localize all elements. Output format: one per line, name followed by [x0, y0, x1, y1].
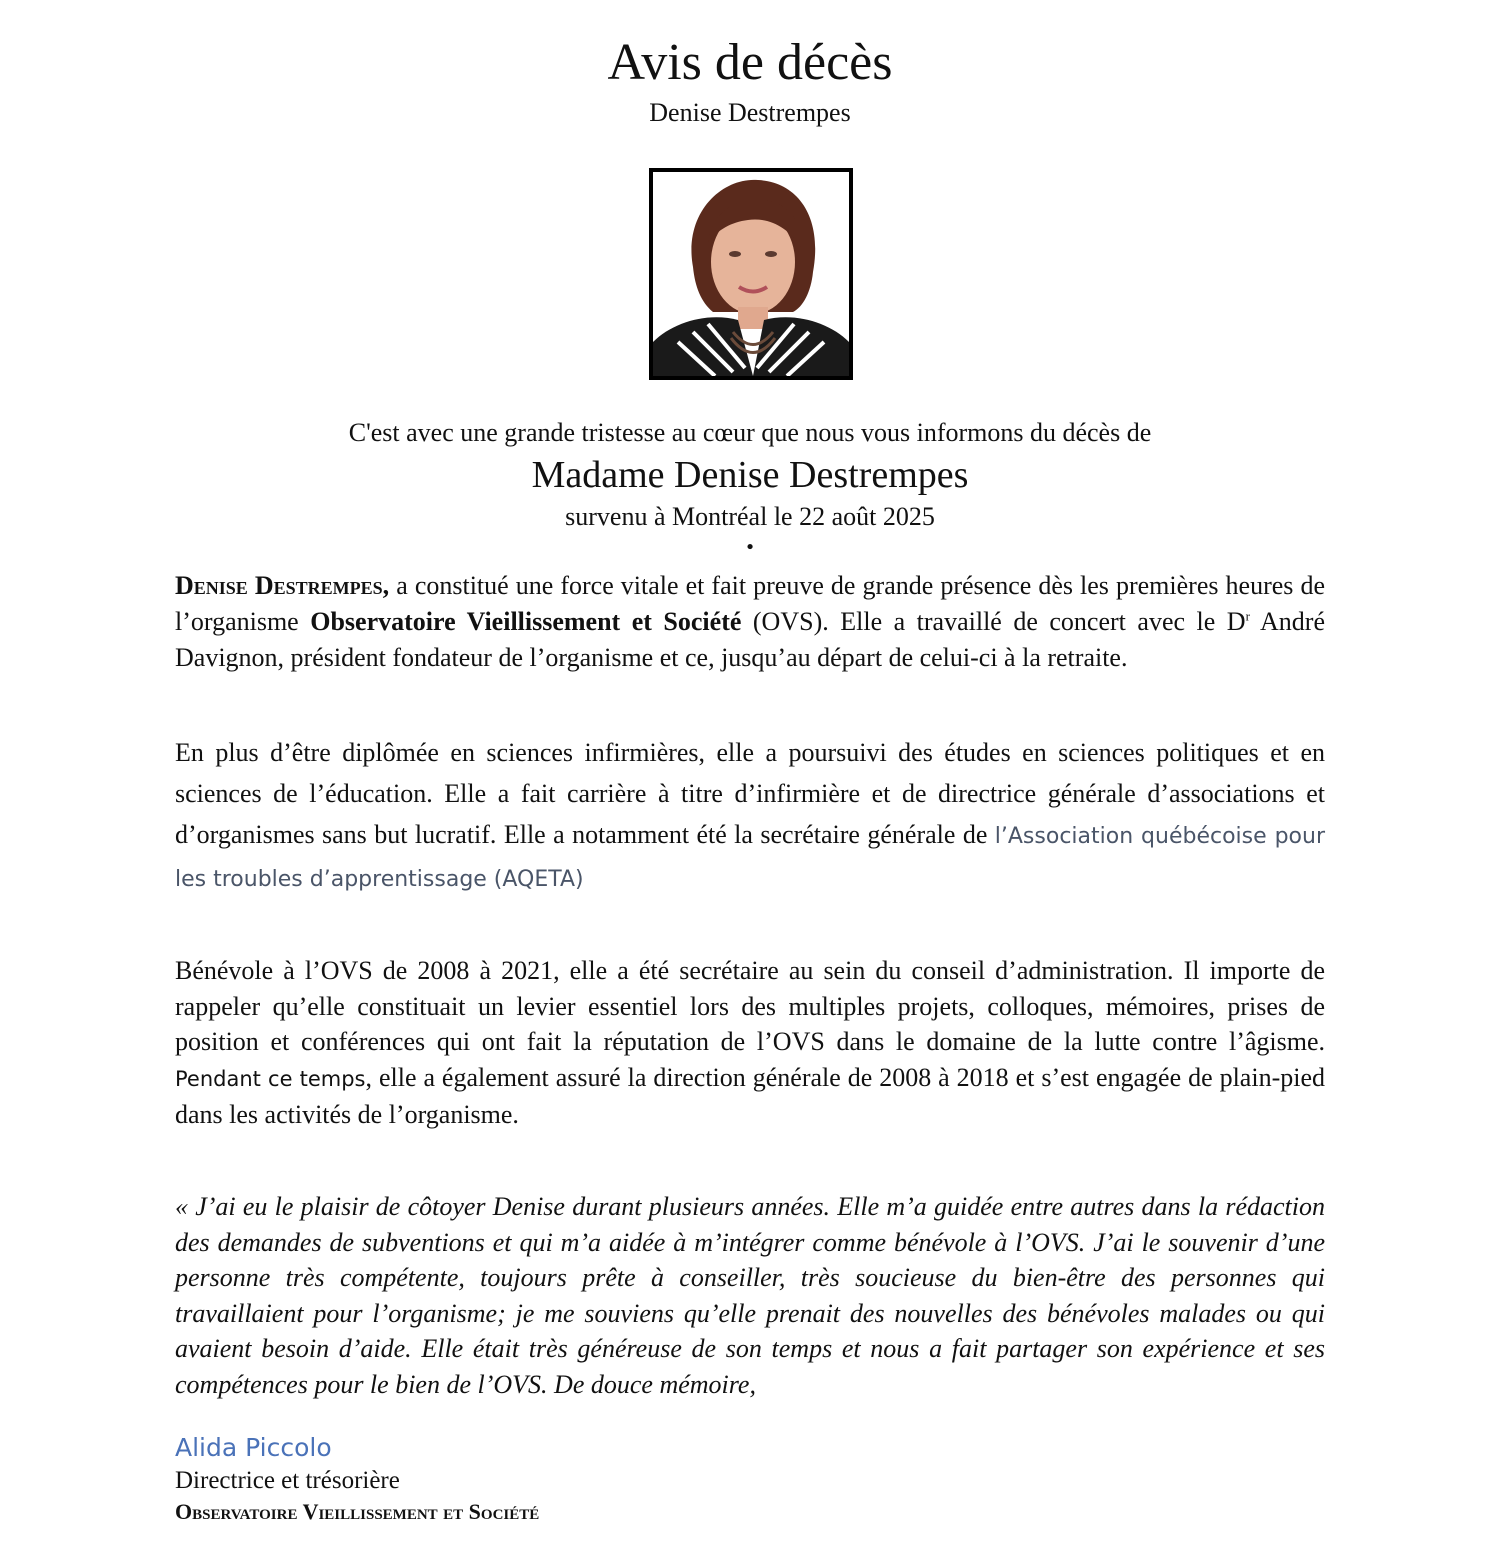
paragraph-1: Denise Destrempes, a constitué une force vitale et fait preuve de grande présence dès les premières heures de l’organisme Observatoire Vieillissement et Société (OVS). Elle a travaillé de concert avec le $D^r$ André Davignon, président fondateur de l’organisme et ce, jusqu’au départ de celui-ci à la retraite. [175, 571, 1325, 672]
aqeta-link[interactable]: l’Association québécoise pour les troubles d’apprentissage (AQETA) [175, 824, 1325, 892]
announcement-intro: C'est avec une grande tristesse au cœur que nous vous informons du décès de [348, 418, 1152, 447]
signature-name: Alida Piccolo [175, 1433, 332, 1462]
portrait-photo [649, 168, 853, 380]
testimonial-quote: « J’ai eu le plaisir de côtoyer Denise durant plusieurs années. Elle m’a guidée entre autres dans la rédaction des demandes de subventions et qui m’a aidée à m’intégrer comme bénévole à l’OVS. J’ai le souvenir d’une personne très compétente, toujours prête à conseiller, très soucieuse du bien-être des personnes qui travaillaient pour l’organisme; je me souviens qu’elle prenait des nouvelles des bénévoles malades ou qui avaient besoin d’aide. Elle était très généreuse de son temps et nous a fait partager son expérience et ses compétences pour le bien de l’OVS. De douce mémoire, [175, 1192, 1325, 1399]
organization-name: Observatoire Vieillissement et Société [310, 607, 742, 636]
place-date: survenu à Montréal le 22 août 2025 [565, 502, 935, 531]
signature-role: Directrice et trésorière [175, 1467, 400, 1494]
separator-bullet: • [744, 537, 756, 558]
paragraph-2: En plus d’être diplômée en sciences infirmières, elle a poursuivi des études en sciences politiques et en sciences de l’éducation. Elle a fait carrière à titre d’infirmière et de directrice générale d’associations et d’organismes sans but lucratif. Elle a notamment été la secrétaire générale de l’Association québécoise pour les troubles d’apprentissage (AQETA) [175, 738, 1325, 892]
name-small-caps: Denise Destrempes, [175, 571, 390, 600]
page-subtitle: Denise Destrempes [649, 98, 851, 127]
page-title: Avis de décès [607, 34, 893, 91]
deceased-name: Madame Denise Destrempes [531, 454, 969, 496]
signature-organization: Observatoire Vieillissement et Société [175, 1499, 540, 1524]
portrait-icon [653, 172, 849, 376]
paragraph-3: Bénévole à l’OVS de 2008 à 2021, elle a été secrétaire au sein du conseil d’administration. Il importe de rappeler qu’elle constituait un levier essentiel lors des multiples projets, colloques, mémoires, prises de position et conférences qui ont fait la réputation de l’OVS dans le domaine de la lutte contre l’âgisme. Pendant ce temps, elle a également assuré la direction générale de 2008 à 2018 et s’est engagée de plain-pied dans les activités de l’organisme. [175, 956, 1325, 1129]
